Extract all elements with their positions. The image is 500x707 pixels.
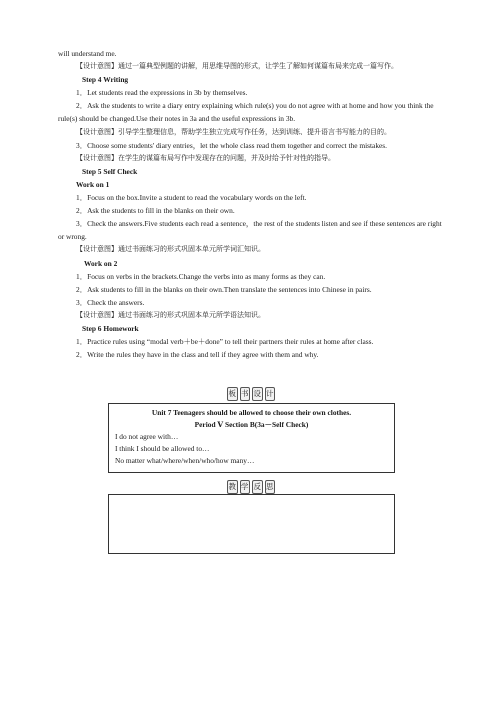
banner-char: 思 [265, 480, 276, 494]
banner-char: 反 [252, 480, 263, 494]
section-heading: Step 5 Self Check [82, 166, 138, 176]
paragraph-line: 1．Focus on verbs in the brackets.Change the verbs into as many forms as they can. [76, 271, 326, 281]
section-heading: Work on 1 [76, 179, 110, 189]
paragraph-line: 2．Ask the students to fill in the blanks on their own. [76, 206, 235, 216]
section-heading: Step 4 Writing [82, 75, 129, 85]
banner-char: 书 [240, 387, 251, 401]
banner-char: 计 [265, 387, 276, 401]
paragraph-line: 【设计意图】引导学生整理信息，帮助学生独立完成写作任务，达到训练、提升语言书写能力的目的。 [76, 127, 391, 136]
paragraph-line: 1．Let students read the expressions in 3b by themselves. [76, 88, 248, 98]
banner-char: 板 [227, 387, 238, 401]
banner-char: 教 [227, 480, 238, 494]
paragraph-line: 1．Focus on the box.Invite a student to read the vocabulary words on the left. [76, 193, 307, 203]
paragraph-line: 2．Write the rules they have in the class and tell if they agree with them and why. [76, 350, 319, 360]
board-unit-title: Unit 7 Teenagers should be allowed to choose their own clothes. [151, 408, 352, 417]
lesson-plan-body [58, 47, 446, 361]
paragraph-line: 3．Check the answers.Five students each read a sentence，the rest of the students listen and see if these sentences are right or wrong. [58, 219, 442, 242]
paragraph-line: 2．Ask students to fill in the blanks on their own.Then translate the sentences into Chinese in pairs. [76, 284, 372, 294]
teaching-reflection-banner [227, 480, 275, 493]
section-heading: Step 6 Homework [82, 323, 139, 333]
paragraph-line: 3．Choose some students' diary entries，let the whole class read them together and correct the mistakes. [76, 140, 388, 150]
paragraph-line: will understand me. [58, 49, 117, 58]
paragraph-line: 【设计意图】通过书面练习的形式巩固本单元所学词汇知识。 [76, 245, 265, 254]
board-design-box [108, 403, 395, 473]
paragraph-line: 【设计意图】通过一篇典型例题的讲解，用思维导图的形式，让学生了解如何谋篇布局来完成一篇写作。 [76, 62, 398, 71]
section-heading: Work on 2 [84, 258, 118, 268]
paragraph-line: 2．Ask the students to write a diary entry explaining which rule(s) you do not agree with at home and how you think the rule(s) should be changed.Use their notes in 3a and the useful expressions in 3b. [58, 101, 434, 124]
paragraph-line: 1．Practice rules using “modal verb＋be＋done” to tell their partners their rules at home after class. [76, 337, 374, 347]
banner-char: 设 [252, 387, 263, 401]
paragraph-line: 3．Check the answers. [76, 297, 145, 307]
board-line: I do not agree with… [115, 432, 179, 441]
board-line: I think I should be allowed to… [115, 444, 210, 453]
banner-char: 学 [240, 480, 251, 494]
board-design-banner [227, 387, 275, 400]
board-line: No matter what/where/when/who/how many… [115, 456, 255, 465]
board-period-title: Period Ⅴ Section B(3a－Self Check) [194, 420, 309, 429]
paragraph-line: 【设计意图】在学生的谋篇布局写作中发现存在的问题，并及时给予针对性的指导。 [76, 153, 335, 162]
paragraph-line: 【设计意图】通过书面练习的形式巩固本单元所学语法知识。 [76, 310, 265, 319]
teaching-reflection-box [108, 494, 395, 554]
